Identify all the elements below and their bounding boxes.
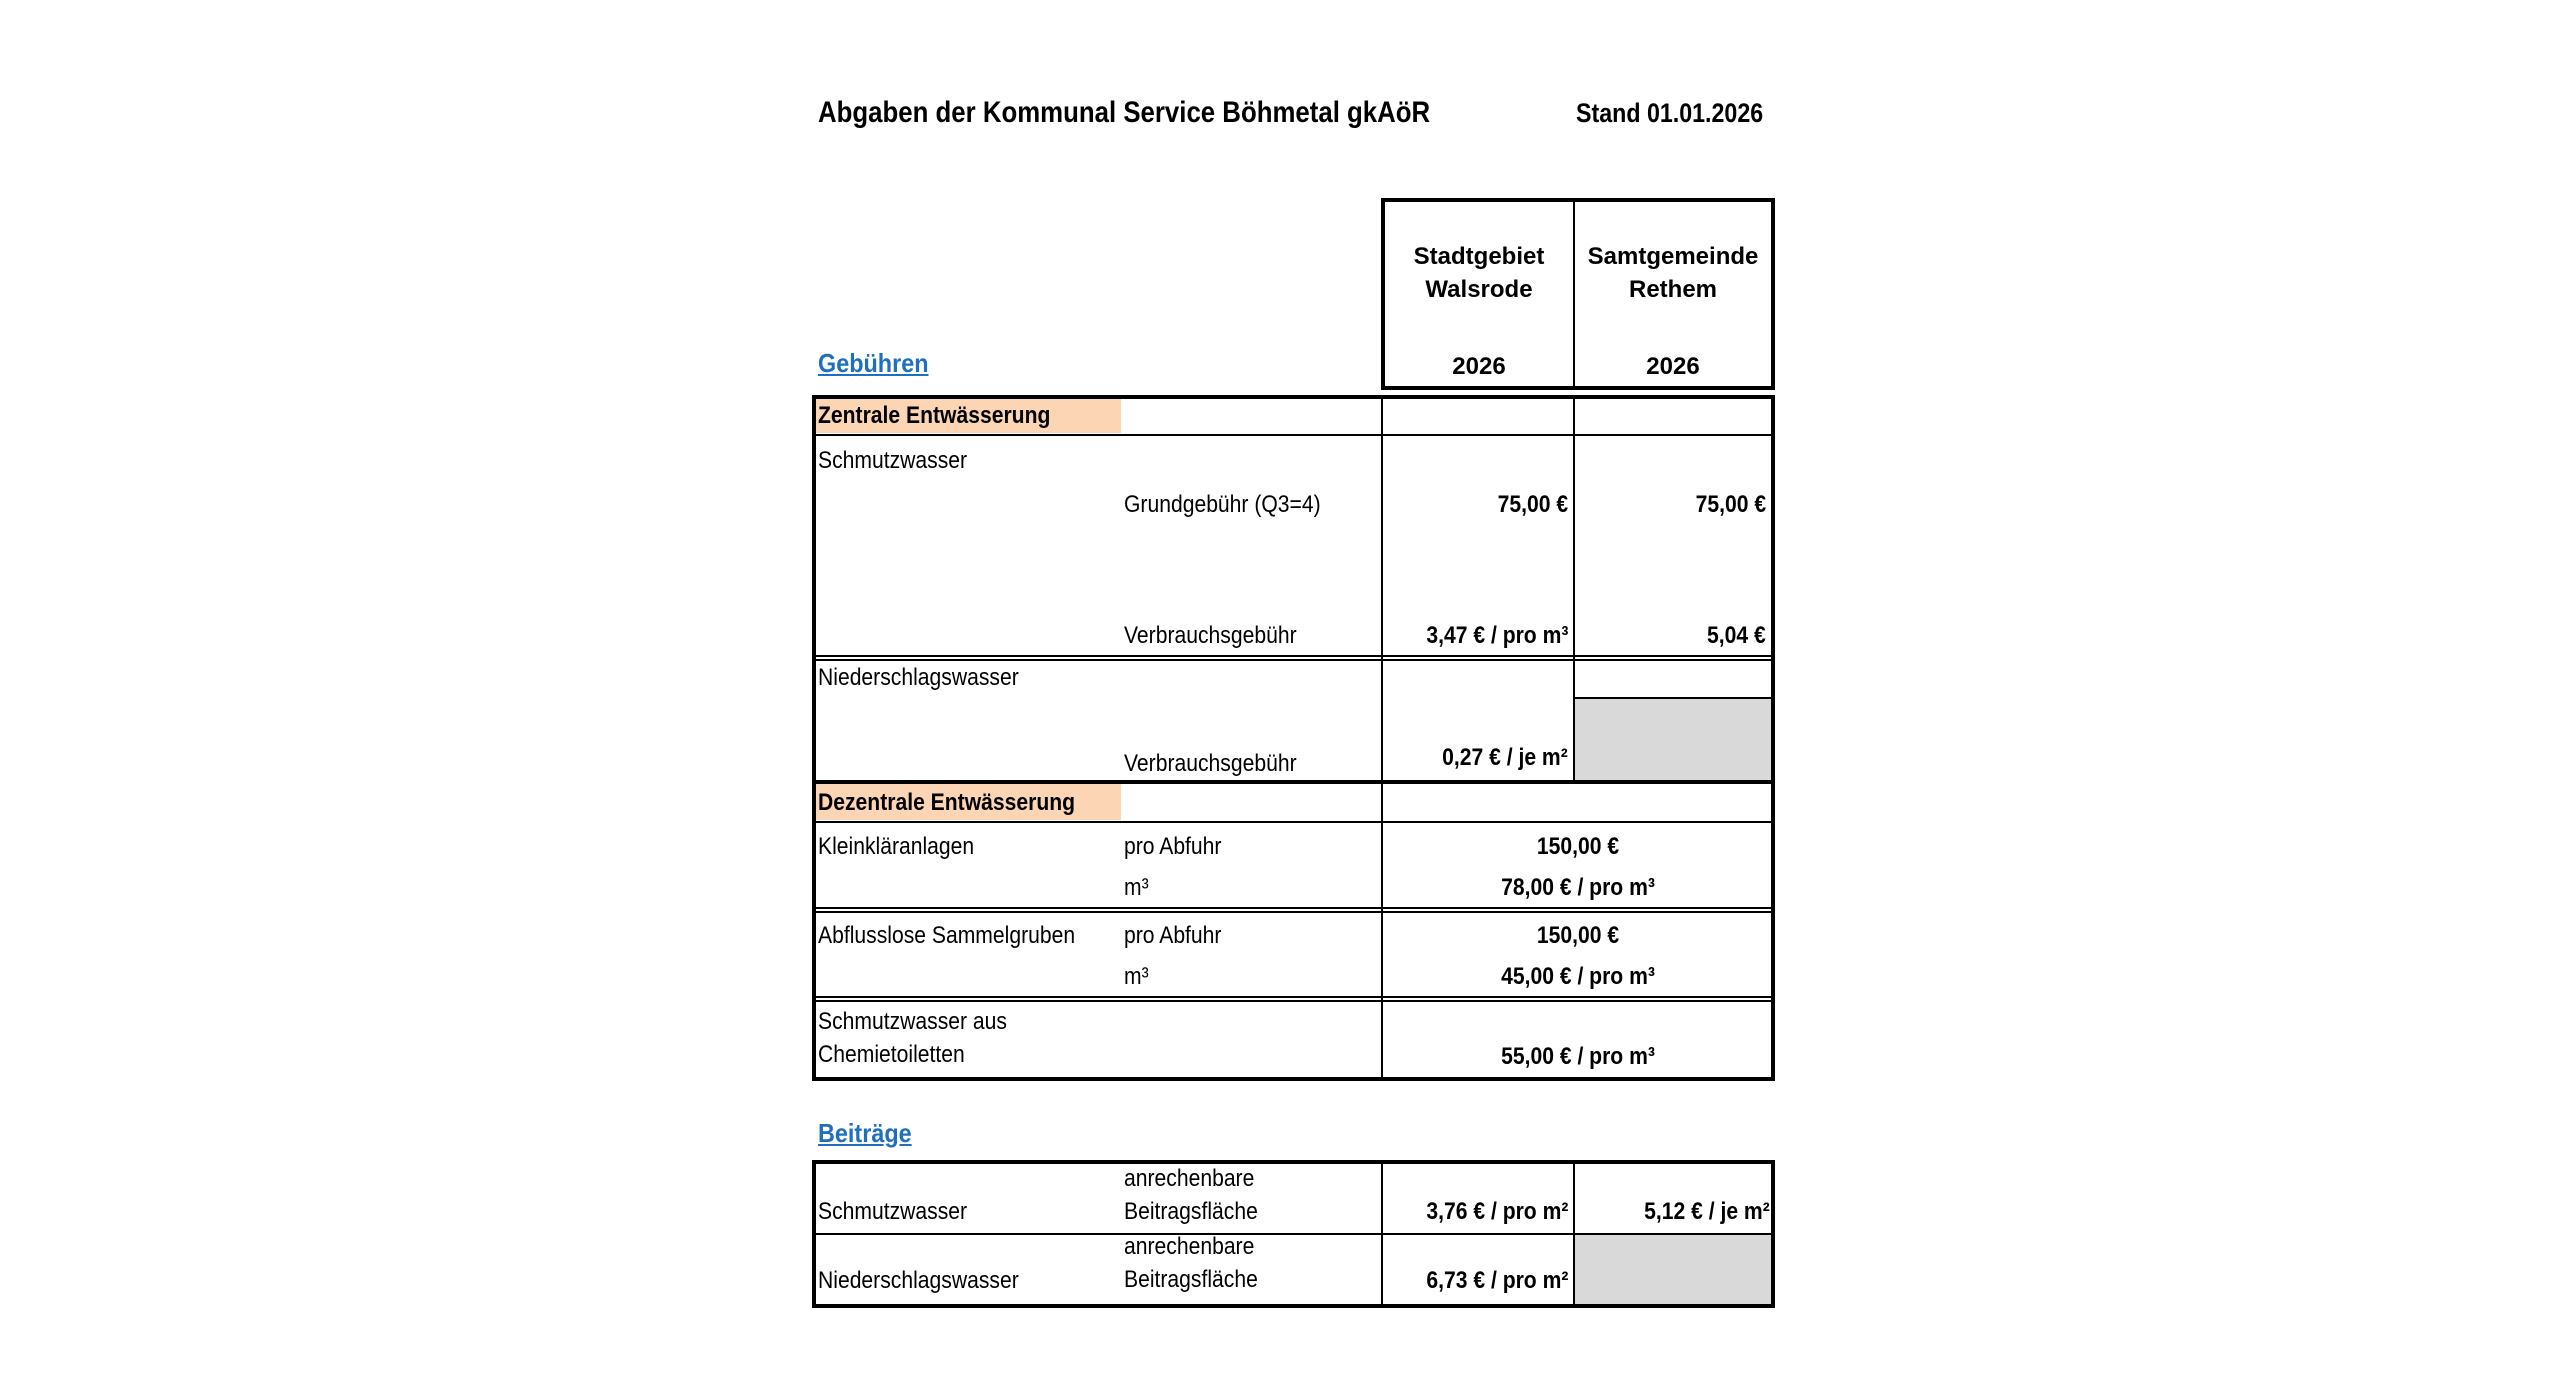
unit-klein-m3: m³ — [1124, 874, 1149, 901]
category-dezentrale: Dezentrale Entwässerung — [818, 789, 1076, 816]
value-niederschlag-walsrode: 0,27 € / je m² — [1442, 744, 1568, 771]
label-grundgebuehr: Grundgebühr (Q3=4) — [1124, 491, 1321, 518]
row-label-beitrag-niederschlagswasser: Niederschlagswasser — [818, 1267, 1019, 1294]
basis-beitrag-niederschlagswasser: anrechenbare Beitragsfläche — [1124, 1233, 1258, 1293]
unit-klein-abfuhr: pro Abfuhr — [1124, 833, 1222, 860]
row-label-schmutzwasser: Schmutzwasser — [818, 447, 968, 474]
basis-beitrag-schmutzwasser: anrechenbare Beitragsfläche — [1124, 1165, 1258, 1225]
label-verbrauchsgebuehr-nw: Verbrauchsgebühr — [1124, 750, 1297, 777]
value-beitrag-nw-walsrode: 6,73 € / pro m² — [1425, 1267, 1568, 1294]
document-title: Abgaben der Kommunal Service Böhmetal gkAöR — [818, 96, 1431, 129]
header-rethem-year: 2026 — [1646, 353, 1700, 380]
header-walsrode: Stadtgebiet Walsrode — [1413, 243, 1545, 303]
empty-cell-rethem-niederschlag-beitrag — [1575, 1235, 1771, 1304]
header-walsrode-year: 2026 — [1452, 353, 1506, 380]
section-heading-beitraege: Beiträge — [818, 1118, 912, 1148]
value-verbrauch-rethem: 5,04 € — [1707, 622, 1766, 649]
header-rethem: Samtgemeinde Rethem — [1587, 243, 1759, 303]
value-klein-abfuhr: 150,00 € — [1536, 833, 1620, 860]
value-beitrag-sw-walsrode: 3,76 € / pro m² — [1425, 1198, 1568, 1225]
row-label-sammelgruben: Abflusslose Sammelgruben — [818, 922, 1076, 949]
value-verbrauch-walsrode: 3,47 € / pro m³ — [1425, 622, 1568, 649]
unit-sammel-abfuhr: pro Abfuhr — [1124, 922, 1222, 949]
empty-cell-rethem-niederschlag — [1575, 699, 1771, 780]
row-label-chemietoiletten: Schmutzwasser aus Chemietoiletten — [818, 1008, 1007, 1068]
value-sammel-abfuhr: 150,00 € — [1536, 922, 1620, 949]
value-grund-rethem: 75,00 € — [1695, 491, 1766, 518]
row-label-beitrag-schmutzwasser: Schmutzwasser — [818, 1198, 968, 1225]
row-label-kleinklaeranlagen: Kleinkläranlagen — [818, 833, 975, 860]
value-chemietoiletten: 55,00 € / pro m³ — [1501, 1043, 1655, 1070]
label-verbrauchsgebuehr-sw: Verbrauchsgebühr — [1124, 622, 1297, 649]
category-zentrale: Zentrale Entwässerung — [818, 402, 1051, 429]
value-grund-walsrode: 75,00 € — [1497, 491, 1568, 518]
date-stamp: Stand 01.01.2026 — [1576, 98, 1764, 128]
unit-sammel-m3: m³ — [1124, 963, 1149, 990]
row-label-niederschlagswasser: Niederschlagswasser — [818, 664, 1019, 691]
value-sammel-m3: 45,00 € / pro m³ — [1501, 963, 1655, 990]
value-klein-m3: 78,00 € / pro m³ — [1501, 874, 1655, 901]
section-heading-gebuehren: Gebühren — [818, 348, 929, 378]
value-beitrag-sw-rethem: 5,12 € / je m² — [1644, 1198, 1770, 1225]
